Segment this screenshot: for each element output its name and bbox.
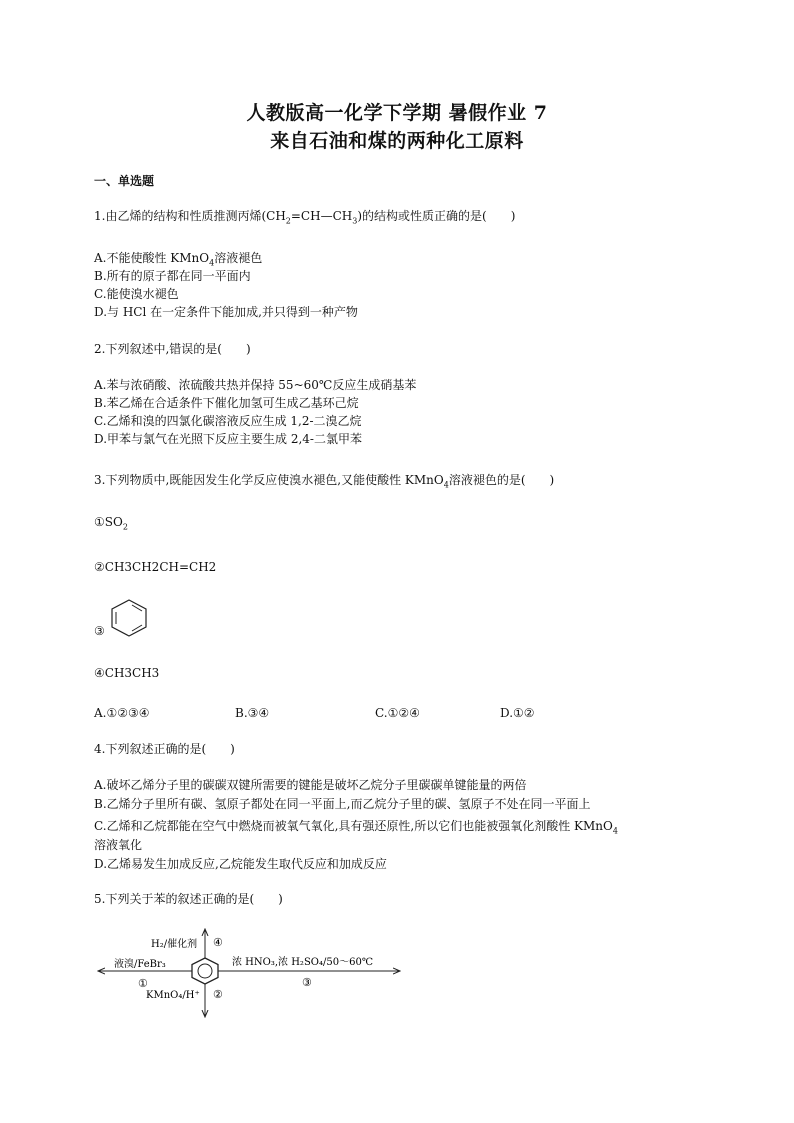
section-heading: 一、单选题 (94, 174, 155, 188)
question-4-option-c-cont: 溶液氧化 (94, 838, 143, 852)
question-1-option-c[interactable]: C.能使溴水褪色 (94, 287, 179, 301)
question-1-option-a[interactable]: A.不能使酸性 KMnO$_4$溶液褪色 (94, 251, 263, 268)
question-4-option-d[interactable]: D.乙烯易发生加成反应,乙烷能发生取代反应和加成反应 (94, 857, 387, 871)
question-2-option-a[interactable]: A.苯与浓硝酸、浓硫酸共热并保持 55~60℃反应生成硝基苯 (94, 378, 417, 392)
question-4-option-a[interactable]: A.破坏乙烯分子里的碳碳双键所需要的键能是破坏乙烷分子里碳碳单键能量的两倍 (94, 778, 527, 792)
question-1-stem: 1.由乙烯的结构和性质推测丙烯$(CH_2=CH—CH_3)$的结构或性质正确的是( ) (94, 209, 516, 226)
diagram-benzene-ring (192, 958, 218, 984)
benzene-reaction-diagram (94, 925, 414, 1025)
question-3-item-1: $①SO_2$ (94, 515, 128, 532)
label-right-reagent: 浓 HNO₃,浓 H₂SO₄/50～60℃ (232, 957, 374, 968)
question-5-stem: 5.下列关于苯的叙述正确的是( ) (94, 892, 283, 906)
question-3-option-c[interactable]: C.①②④ (375, 706, 420, 720)
label-left-reagent: 液溴/FeBr₃ (114, 959, 166, 970)
label-top-reagent: H₂/催化剂 (151, 939, 198, 950)
question-3-item-3-number: ③ (94, 624, 105, 638)
page-title: 人教版高一化学下学期 暑假作业 7 (246, 102, 548, 124)
label-top-number: ④ (213, 936, 223, 949)
question-3-stem: 3.下列物质中,既能因发生化学反应使溴水褪色,又能使酸性 KMnO$_4$溶液褪色的是( ) (94, 473, 555, 490)
label-left-number: ① (138, 977, 148, 990)
label-bottom-number: ② (213, 988, 223, 1001)
page-subtitle: 来自石油和煤的两种化工原料 (270, 130, 524, 152)
question-4-stem: 4.下列叙述正确的是( ) (94, 742, 235, 756)
question-4-option-c[interactable]: C.乙烯和乙烷都能在空气中燃烧而被氧气氧化,具有强还原性,所以它们也能被强氧化剂酸性 KMnO$_4$ (94, 819, 618, 836)
question-2-option-d[interactable]: D.甲苯与氯气在光照下反应主要生成 2,4-二氯甲苯 (94, 432, 362, 446)
question-2-option-b[interactable]: B.苯乙烯在合适条件下催化加氢可生成乙基环己烷 (94, 396, 359, 410)
question-3-option-a[interactable]: A.①②③④ (94, 706, 150, 720)
question-3-option-b[interactable]: B.③④ (235, 706, 270, 720)
question-1-option-d[interactable]: D.与 HCl 在一定条件下能加成,并只得到一种产物 (94, 305, 358, 319)
label-bottom-reagent: KMnO₄/H⁺ (146, 990, 200, 1001)
question-3-item-4: ④CH3CH3 (94, 666, 160, 680)
question-3-option-d[interactable]: D.①② (500, 706, 535, 720)
question-3-item-2: ②CH3CH2CH=CH2 (94, 560, 217, 574)
question-4-option-b[interactable]: B.乙烯分子里所有碳、氢原子都处在同一平面上,而乙烷分子里的碳、氢原子不处在同一平面上 (94, 797, 591, 811)
question-1-option-b[interactable]: B.所有的原子都在同一平面内 (94, 269, 251, 283)
question-2-stem: 2.下列叙述中,错误的是( ) (94, 342, 251, 356)
label-right-number: ③ (302, 976, 312, 989)
question-2-option-c[interactable]: C.乙烯和溴的四氯化碳溶液反应生成 1,2-二溴乙烷 (94, 414, 362, 428)
benzene-ring-icon (108, 598, 152, 638)
